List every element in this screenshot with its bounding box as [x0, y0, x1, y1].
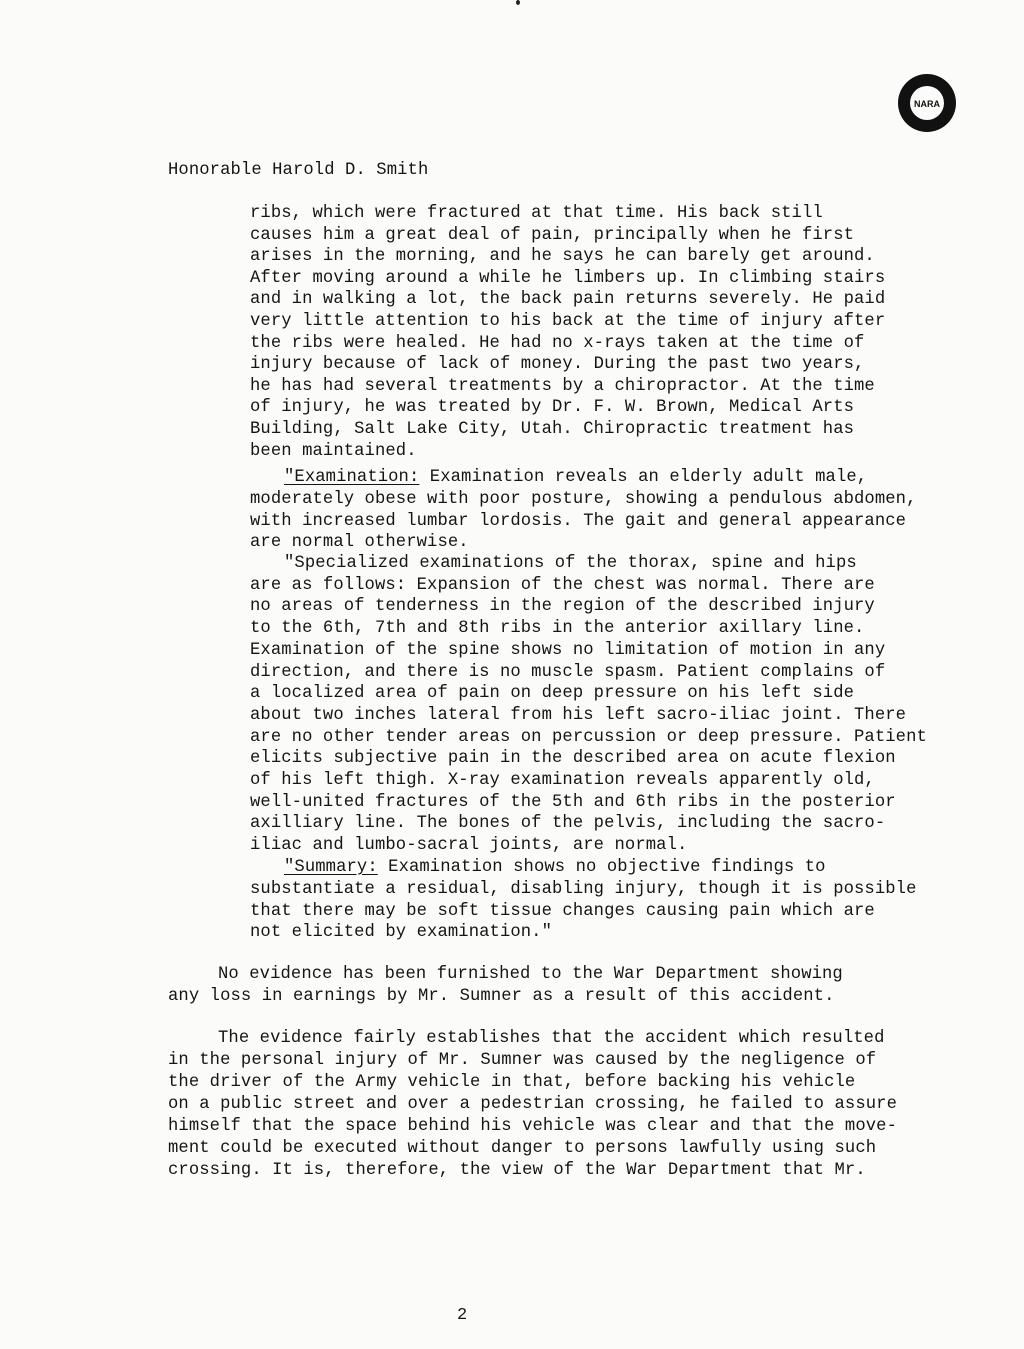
specialized-line: a localized area of pain on deep pressure on his left side: [250, 684, 855, 704]
summary-first-text: Examination shows no objective findings to: [377, 858, 826, 877]
exam-first-text: Examination reveals an elderly adult male,: [419, 468, 868, 487]
paragraph-line: any loss in earnings by Mr. Sumner as a result of this accident.: [168, 987, 835, 1006]
summary-line: substantiate a residual, disabling injury, though it is possible: [250, 880, 917, 899]
paragraph-line: the driver of the Army vehicle in that, before backing his vehicle: [168, 1073, 856, 1092]
specialized-line: elicits subjective pain in the described area on acute flexion: [250, 749, 896, 769]
exam-line: are normal otherwise.: [250, 533, 469, 553]
quote-line: causes him a great deal of pain, principally when he first: [250, 225, 855, 245]
paragraph-line: on a public street and over a pedestrian crossing, he failed to assure: [168, 1095, 897, 1114]
exam-line: moderately obese with poor posture, showing a pendulous abdomen,: [250, 490, 917, 509]
quote-line: injury because of lack of money. During the past two years,: [250, 355, 865, 375]
exam-heading-line: [284, 467, 867, 488]
quote-line: and in walking a lot, the back pain returns severely. He paid: [250, 290, 886, 310]
quote-line: the ribs were healed. He had no x-rays taken at the time of: [250, 333, 865, 353]
paragraph-line: crossing. It is, therefore, the view of the War Department that Mr.: [168, 1161, 866, 1180]
summary-line: that there may be soft tissue changes causing pain which are: [250, 901, 875, 921]
quote-line: of injury, he was treated by Dr. F. W. Brown, Medical Arts: [250, 398, 855, 418]
specialized-line: to the 6th, 7th and 8th ribs in the anterior axillary line.: [250, 619, 865, 639]
paragraph-line: ment could be executed without danger to persons lawfully using such: [168, 1139, 877, 1158]
nara-library-stamp: [896, 72, 958, 134]
quote-line: arises in the morning, and he says he can barely get around.: [250, 247, 875, 267]
ink-speck: [516, 0, 520, 5]
exam-heading: "Examination:: [284, 468, 420, 487]
stamp-center-text: NARA: [914, 99, 940, 109]
specialized-line: of his left thigh. X-ray examination reveals apparently old,: [250, 771, 875, 790]
specialized-line: no areas of tenderness in the region of the described injury: [250, 597, 875, 617]
letter-header: Honorable Harold D. Smith: [168, 161, 429, 180]
paragraph-line: No evidence has been furnished to the War Department showing: [218, 965, 843, 984]
summary-heading: "Summary:: [284, 858, 378, 877]
quote-line: Building, Salt Lake City, Utah. Chiropractic treatment has: [250, 420, 855, 439]
specialized-line: about two inches lateral from his left sacro-iliac joint. There: [250, 705, 907, 725]
page-number: 2: [457, 1306, 468, 1325]
specialized-line: are as follows: Expansion of the chest was normal. There are: [250, 575, 875, 595]
quote-line: very little attention to his back at the time of injury after: [250, 312, 886, 331]
summary-line: not elicited by examination.": [250, 923, 553, 943]
paragraph-line: The evidence fairly establishes that the accident which resulted: [218, 1029, 885, 1048]
quote-line: been maintained.: [250, 441, 417, 461]
specialized-line: Examination of the spine shows no limitation of motion in any: [250, 640, 886, 660]
specialized-line: direction, and there is no muscle spasm. Patient complains of: [250, 662, 886, 682]
specialized-line: iliac and lumbo-sacral joints, are normal.: [250, 836, 688, 856]
specialized-line: are no other tender areas on percussion or deep pressure. Patient: [250, 727, 927, 747]
summary-heading-line: [284, 857, 826, 878]
quote-line: ribs, which were fractured at that time. His back still: [250, 204, 823, 223]
specialized-line: axilliary line. The bones of the pelvis, including the sacro-: [250, 814, 886, 834]
paragraph-line: himself that the space behind his vehicle was clear and that the move-: [168, 1117, 897, 1136]
exam-line: with increased lumbar lordosis. The gait and general appearance: [250, 511, 907, 531]
paragraph-line: in the personal injury of Mr. Sumner was caused by the negligence of: [168, 1051, 877, 1070]
specialized-line: "Specialized examinations of the thorax, spine and hips: [284, 554, 857, 573]
specialized-line: well-united fractures of the 5th and 6th ribs in the posterior: [250, 792, 896, 812]
quote-line: After moving around a while he limbers up. In climbing stairs: [250, 268, 886, 288]
quote-line: he has had several treatments by a chiropractor. At the time: [250, 376, 875, 396]
